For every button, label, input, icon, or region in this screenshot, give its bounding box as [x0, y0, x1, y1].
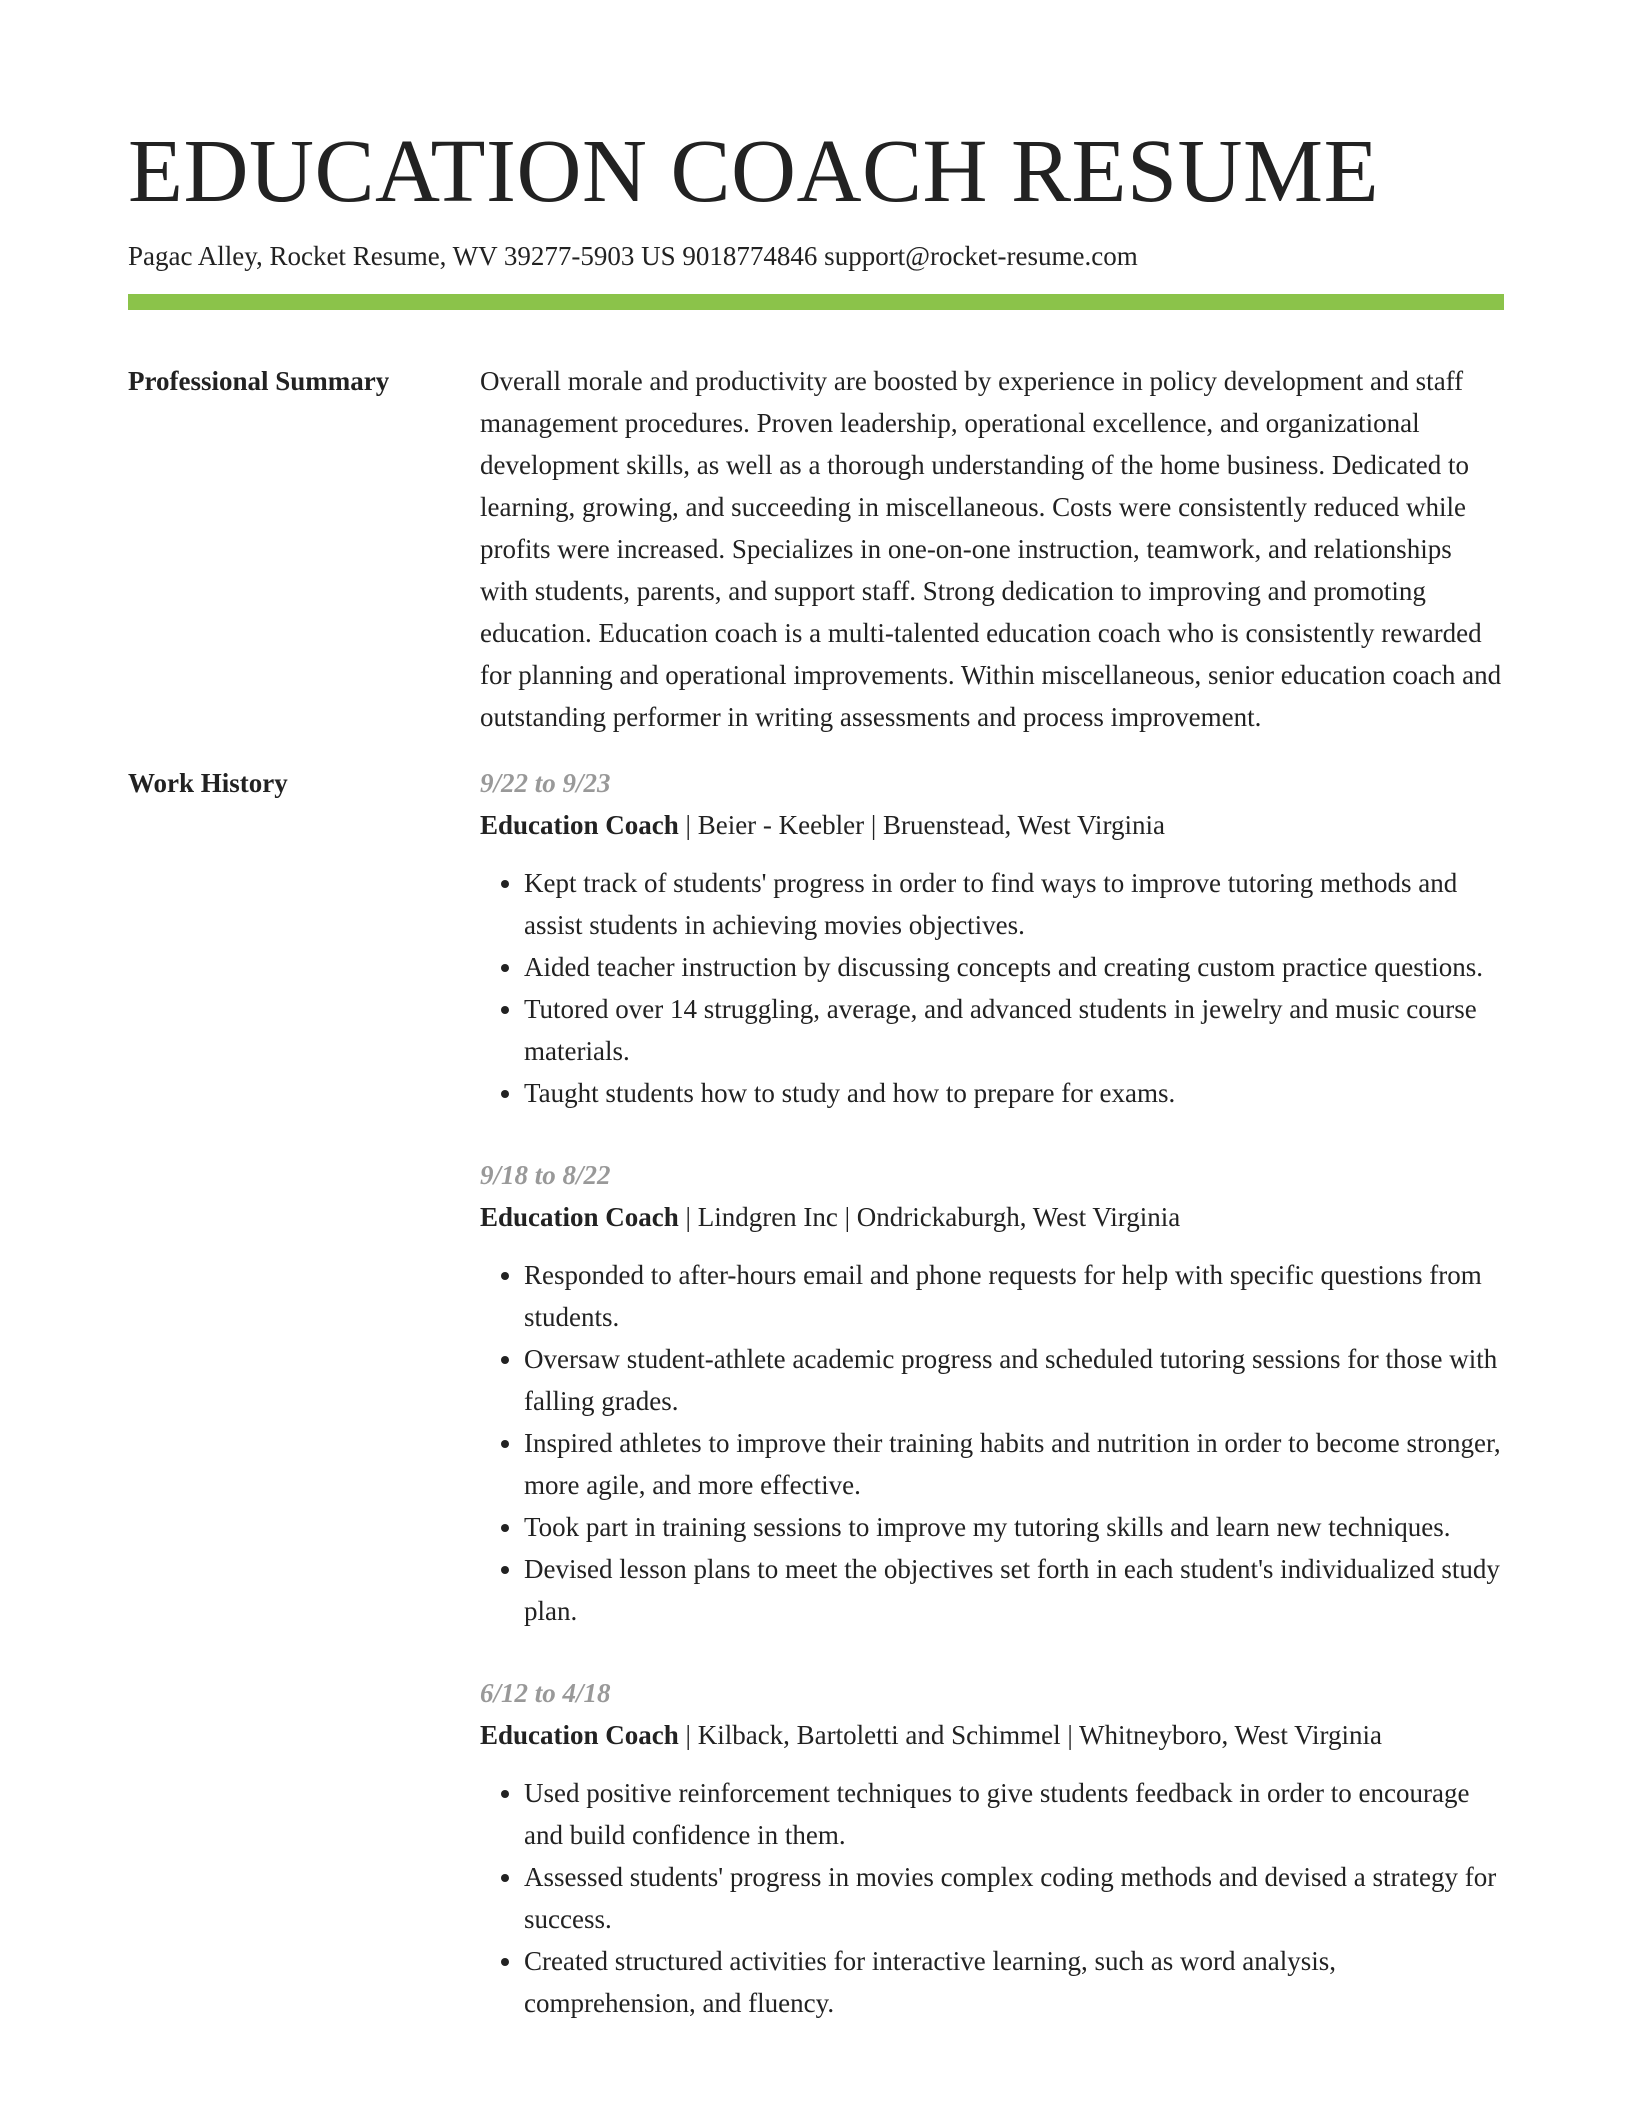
job-bullet: • Kept track of students' progress in order to find ways to improve tutoring methods and assist students in achieving movies objectives. [524, 862, 1504, 946]
job-bullet: • Taught students how to study and how to prepare for exams. [524, 1072, 1504, 1114]
job-entry [480, 1154, 1504, 1632]
resume-title: EDUCATION COACH RESUME [128, 122, 1380, 221]
job-bullet-list [480, 1772, 1504, 2024]
section-label-work-history: Work History [128, 768, 288, 798]
job-title: Education Coach [480, 1720, 679, 1750]
work-history-section [128, 762, 1504, 2064]
job-bullet: • Created structured activities for interactive learning, such as word analysis, comprehension, and fluency. [524, 1940, 1504, 2024]
job-entry [480, 762, 1504, 1114]
job-heading [480, 1196, 1504, 1238]
job-details: | Beier - Keebler | Bruenstead, West Virginia [678, 810, 1165, 840]
job-heading [480, 1714, 1504, 1756]
job-details: | Lindgren Inc | Ondrickaburgh, West Virginia [678, 1202, 1181, 1232]
job-bullet: • Aided teacher instruction by discussing concepts and creating custom practice questions. [524, 946, 1504, 988]
section-label-summary: Professional Summary [128, 366, 390, 396]
summary-text: Overall morale and productivity are boosted by experience in policy development and staff management procedures. Proven leadership, operational excellence, and organizational development skills, as well as a thorough understanding of the home business. Dedicated to learning, growing, and succeeding in miscellaneous. Costs were consistently reduced while profits were increased. Specializes in one-on-one instruction, teamwork, and relationships with students, parents, and support staff. Strong dedication to improving and promoting education. Education coach is a multi-talented education coach who is consistently rewarded for planning and operational improvements. Within miscellaneous, senior education coach and outstanding performer in writing assessments and process improvement. [480, 366, 1502, 732]
job-dates: 6/12 to 4/18 [480, 1678, 611, 1708]
job-dates: 9/18 to 8/22 [480, 1160, 611, 1190]
professional-summary-section [128, 360, 1504, 738]
job-bullet: • Used positive reinforcement techniques to give students feedback in order to encourage and build confidence in them. [524, 1772, 1504, 1856]
contact-info: Pagac Alley, Rocket Resume, WV 39277-5903 US 9018774846 support@rocket-resume.com [128, 241, 1138, 271]
job-bullet: • Inspired athletes to improve their training habits and nutrition in order to become stronger, more agile, and more effective. [524, 1422, 1504, 1506]
job-dates: 9/22 to 9/23 [480, 768, 611, 798]
job-title: Education Coach [480, 1202, 679, 1232]
job-bullet-list [480, 862, 1504, 1114]
job-bullet: • Took part in training sessions to improve my tutoring skills and learn new techniques. [524, 1506, 1504, 1548]
work-history-body [480, 762, 1504, 2064]
job-details: | Kilback, Bartoletti and Schimmel | Whitneyboro, West Virginia [678, 1720, 1382, 1750]
job-title: Education Coach [480, 810, 679, 840]
summary-body [480, 360, 1504, 738]
job-bullet: • Oversaw student-athlete academic progress and scheduled tutoring sessions for those with falling grades. [524, 1338, 1504, 1422]
job-heading [480, 804, 1504, 846]
job-bullet: • Devised lesson plans to meet the objectives set forth in each student's individualized study plan. [524, 1548, 1504, 1632]
job-bullet: • Tutored over 14 struggling, average, and advanced students in jewelry and music course materials. [524, 988, 1504, 1072]
resume-page [128, 122, 1504, 2064]
job-bullet-list [480, 1254, 1504, 1632]
job-bullet: • Responded to after-hours email and phone requests for help with specific questions from students. [524, 1254, 1504, 1338]
header-divider [128, 294, 1504, 310]
job-bullet: • Assessed students' progress in movies complex coding methods and devised a strategy for success. [524, 1856, 1504, 1940]
job-entry [480, 1672, 1504, 2024]
